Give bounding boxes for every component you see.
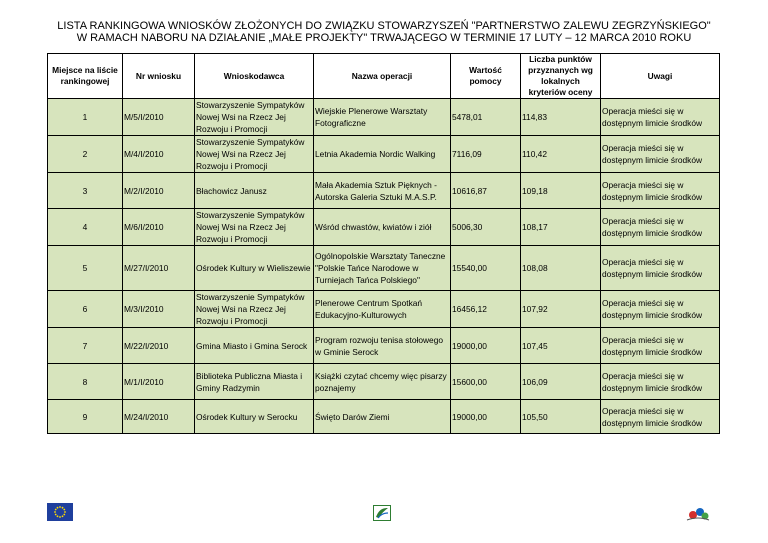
cell-number: M/6/I/2010 — [123, 209, 195, 246]
cell-number: M/4/I/2010 — [123, 136, 195, 173]
cell-applicant: Błachowicz Janusz — [195, 173, 314, 209]
cell-notes: Operacja mieści się w dostępnym limicie środków — [601, 364, 720, 400]
table-row — [48, 99, 720, 136]
cell-points: 108,08 — [521, 246, 601, 291]
header-number: Nr wniosku — [123, 54, 195, 99]
cell-notes: Operacja mieści się w dostępnym limicie środków — [601, 328, 720, 364]
cell-value: 7116,09 — [451, 136, 521, 173]
header-operation: Nazwa operacji — [314, 54, 451, 99]
table-row — [48, 400, 720, 434]
eu-flag-icon — [47, 503, 73, 521]
cell-operation: Wśród chwastów, kwiatów i ziół — [314, 209, 451, 246]
cell-points: 107,92 — [521, 291, 601, 328]
cell-points: 114,83 — [521, 99, 601, 136]
cell-applicant: Stowarzyszenie Sympatyków Nowej Wsi na Rzecz Jej Rozwoju i Promocji — [195, 99, 314, 136]
cell-value: 5006,30 — [451, 209, 521, 246]
cell-points: 107,45 — [521, 328, 601, 364]
table-row — [48, 209, 720, 246]
cell-value: 15600,00 — [451, 364, 521, 400]
cell-rank: 3 — [48, 173, 123, 209]
cell-rank: 7 — [48, 328, 123, 364]
cell-notes: Operacja mieści się w dostępnym limicie środków — [601, 173, 720, 209]
cell-points: 106,09 — [521, 364, 601, 400]
cell-value: 19000,00 — [451, 400, 521, 434]
lgd-icon — [685, 503, 711, 523]
cell-number: M/1/I/2010 — [123, 364, 195, 400]
cell-number: M/27/I/2010 — [123, 246, 195, 291]
cell-value: 5478,01 — [451, 99, 521, 136]
table-row — [48, 136, 720, 173]
cell-rank: 2 — [48, 136, 123, 173]
cell-rank: 5 — [48, 246, 123, 291]
cell-applicant: Ośrodek Kultury w Serocku — [195, 400, 314, 434]
cell-number: M/3/I/2010 — [123, 291, 195, 328]
cell-applicant: Stowarzyszenie Sympatyków Nowej Wsi na Rzecz Jej Rozwoju i Promocji — [195, 291, 314, 328]
header-notes: Uwagi — [601, 54, 720, 99]
cell-operation: Ogólnopolskie Warsztaty Taneczne "Polskie Tańce Narodowe w Turniejach Tańca Polskiego" — [314, 246, 451, 291]
title-line-2: W RAMACH NABORU NA DZIAŁANIE „MAŁE PROJEKTY" TRWAJĄCEGO W TERMINIE 17 LUTY – 12 MARCA 2010 ROKU — [76, 32, 692, 44]
table-row — [48, 328, 720, 364]
table-row — [48, 246, 720, 291]
cell-operation: Święto Darów Ziemi — [314, 400, 451, 434]
cell-notes: Operacja mieści się w dostępnym limicie środków — [601, 99, 720, 136]
cell-applicant: Gmina Miasto i Gmina Serock — [195, 328, 314, 364]
cell-operation: Letnia Akademia Nordic Walking — [314, 136, 451, 173]
cell-notes: Operacja mieści się w dostępnym limicie środków — [601, 291, 720, 328]
cell-value: 16456,12 — [451, 291, 521, 328]
cell-operation: Mała Akademia Sztuk Pięknych - Autorska Galeria Sztuki M.A.S.P. — [314, 173, 451, 209]
cell-rank: 8 — [48, 364, 123, 400]
cell-points: 110,42 — [521, 136, 601, 173]
cell-value: 10616,87 — [451, 173, 521, 209]
cell-number: M/22/I/2010 — [123, 328, 195, 364]
header-value: Wartość pomocy — [451, 54, 521, 99]
header-applicant: Wnioskodawca — [195, 54, 314, 99]
document-title — [0, 20, 768, 44]
cell-rank: 9 — [48, 400, 123, 434]
cell-notes: Operacja mieści się w dostępnym limicie środków — [601, 246, 720, 291]
cell-value: 19000,00 — [451, 328, 521, 364]
cell-number: M/5/I/2010 — [123, 99, 195, 136]
cell-operation: Plenerowe Centrum Spotkań Edukacyjno-Kulturowych — [314, 291, 451, 328]
table-row — [48, 364, 720, 400]
cell-points: 109,18 — [521, 173, 601, 209]
title-line-1: LISTA RANKINGOWA WNIOSKÓW ZŁOŻONYCH DO ZWIĄZKU STOWARZYSZEŃ "PARTNERSTWO ZALEWU ZEGRZYŃSKIEGO" — [57, 20, 711, 32]
cell-operation: Wiejskie Plenerowe Warsztaty Fotograficzne — [314, 99, 451, 136]
header-rank: Miejsce na liście rankingowej — [48, 54, 123, 99]
leader-icon — [373, 505, 391, 521]
cell-notes: Operacja mieści się w dostępnym limicie środków — [601, 136, 720, 173]
cell-applicant: Biblioteka Publiczna Miasta i Gminy Radzymin — [195, 364, 314, 400]
table-row — [48, 291, 720, 328]
cell-number: M/24/I/2010 — [123, 400, 195, 434]
cell-operation: Książki czytać chcemy więc pisarzy poznajemy — [314, 364, 451, 400]
cell-number: M/2/I/2010 — [123, 173, 195, 209]
cell-points: 105,50 — [521, 400, 601, 434]
cell-applicant: Stowarzyszenie Sympatyków Nowej Wsi na Rzecz Jej Rozwoju i Promocji — [195, 136, 314, 173]
cell-notes: Operacja mieści się w dostępnym limicie środków — [601, 209, 720, 246]
table-row — [48, 173, 720, 209]
cell-operation: Program rozwoju tenisa stołowego w Gminie Serock — [314, 328, 451, 364]
cell-applicant: Stowarzyszenie Sympatyków Nowej Wsi na Rzecz Jej Rozwoju i Promocji — [195, 209, 314, 246]
cell-applicant: Ośrodek Kultury w Wieliszewie — [195, 246, 314, 291]
cell-points: 108,17 — [521, 209, 601, 246]
ranking-table — [47, 53, 720, 434]
cell-rank: 4 — [48, 209, 123, 246]
cell-value: 15540,00 — [451, 246, 521, 291]
cell-notes: Operacja mieści się w dostępnym limicie środków — [601, 400, 720, 434]
cell-rank: 6 — [48, 291, 123, 328]
table-header-row — [48, 54, 720, 99]
header-points: Liczba punktów przyznanych wg lokalnych kryteriów oceny — [521, 54, 601, 99]
cell-rank: 1 — [48, 99, 123, 136]
